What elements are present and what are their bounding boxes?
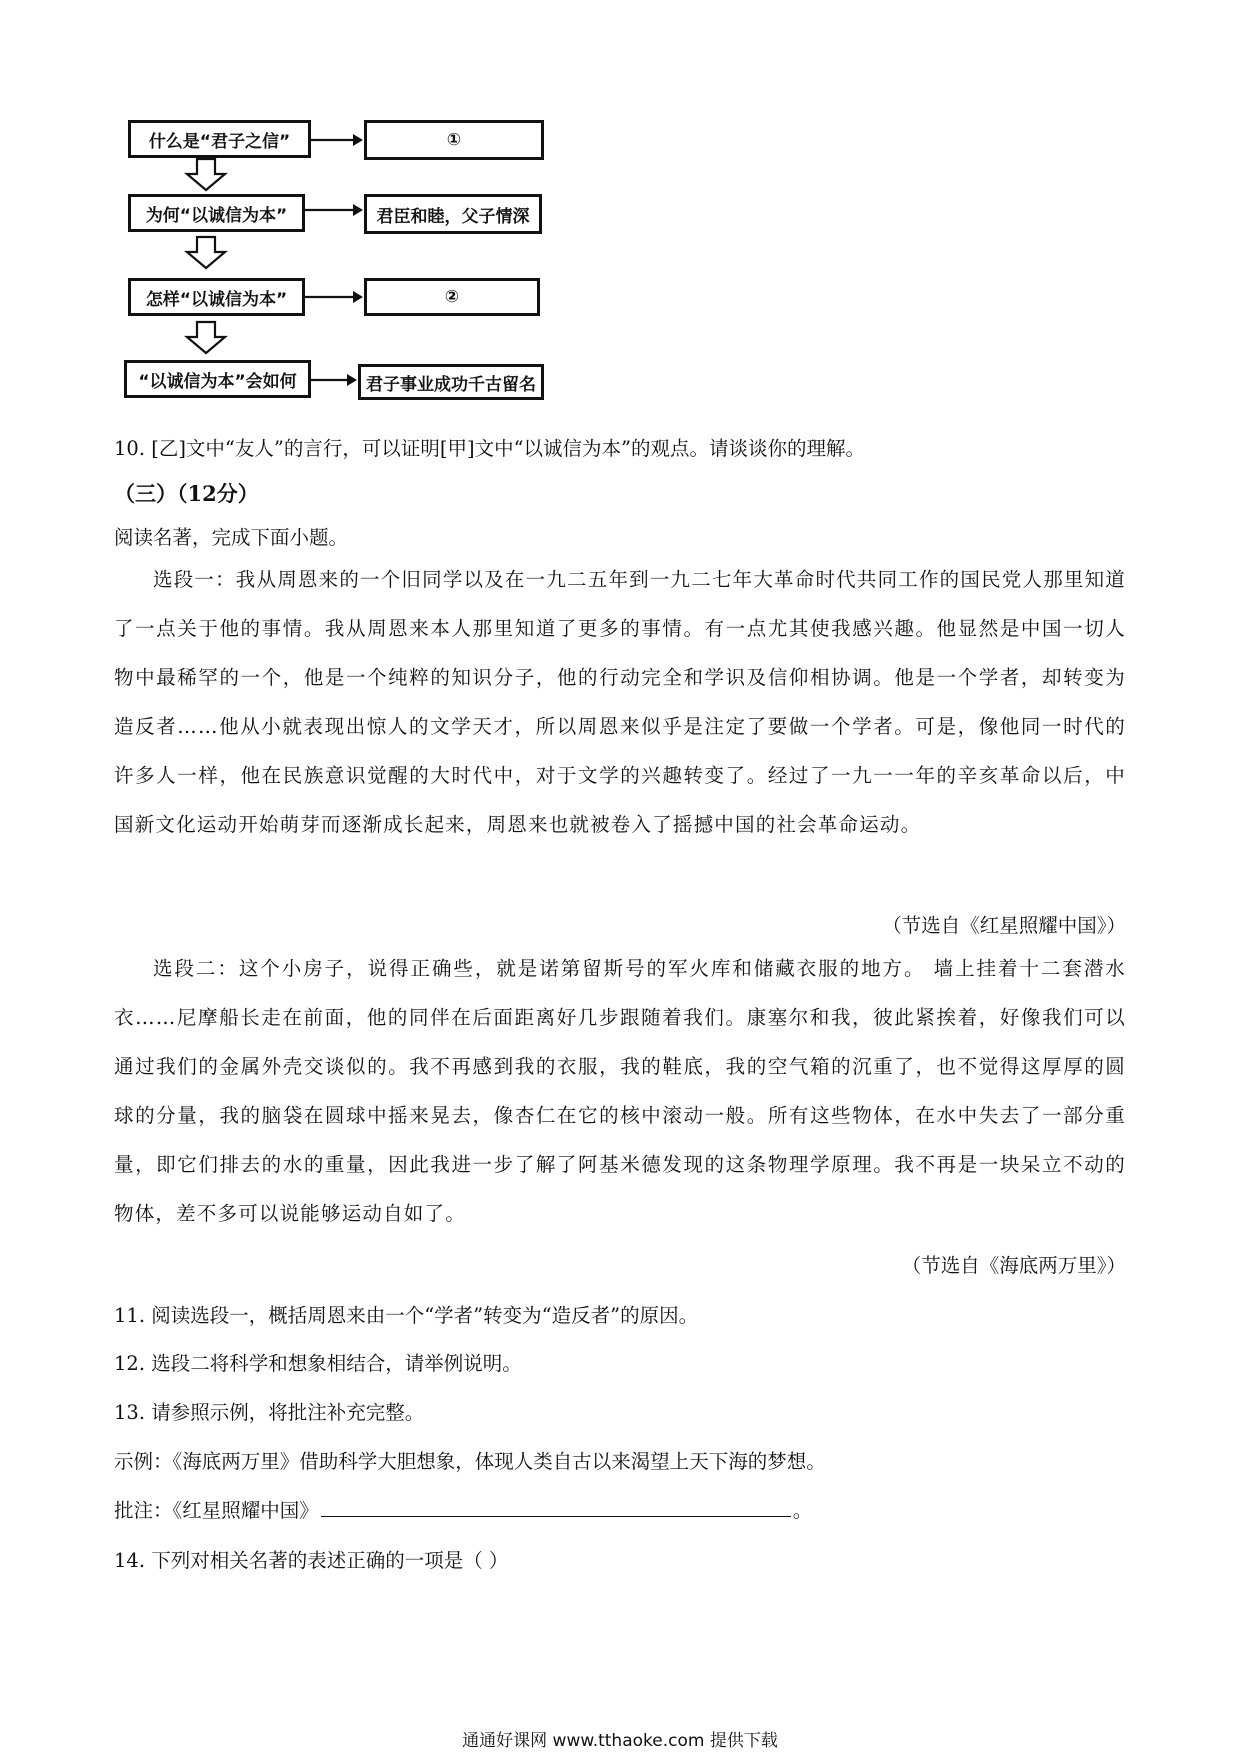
section-heading: （三）（12分） xyxy=(114,481,259,506)
flow-box-why: 为何“以诚信为本” xyxy=(128,194,305,232)
page-footer: 通通好课网 www.tthaoke.com 提供下载 xyxy=(462,1731,778,1751)
flow-answer-result: 君子事业成功千古留名 xyxy=(358,364,544,400)
flow-box-how: 怎样“以诚信为本” xyxy=(128,278,305,316)
flow-answer-blank-2: ② xyxy=(364,278,540,316)
section-intro: 阅读名著，完成下面小题。 xyxy=(114,526,349,549)
question-11: 11. 阅读选段一，概括周恩来由一个“学者”转变为“造反者”的原因。 xyxy=(114,1304,699,1327)
excerpt-one: 选段一：我从周恩来的一个旧同学以及在一九二五年到一九二七年大革命时代共同工作的国民党人那里知道了一点关于他的事情。我从周恩来本人那里知道了更多的事情。有一点尤其使我感兴趣。他显然是中国一切人物中最稀罕的一个，他是一个纯粹的知识分子，他的行动完全和学识及信仰相协调。他是一个学者，却转变为造反者……他从小就表现出惊人的文学天才，所以周恩来似乎是注定了要做一个学者。可是，像他同一时代的许多人一样，他在民族意识觉醒的大时代中，对于文学的兴趣转变了。经过了一九一一年的辛亥革命以后，中国新文化运动开始萌芽而逐渐成长起来，周恩来也就被卷入了摇撼中国的社会革命运动。 xyxy=(114,568,1126,836)
annotation-line xyxy=(114,1495,812,1523)
excerpt-two-source: （节选自《海底两万里》） xyxy=(901,1254,1126,1277)
excerpt-one-source: （节选自《红星照耀中国》） xyxy=(882,914,1126,937)
question-10: 10. [乙]文中“友人”的言行，可以证明[甲]文中“以诚信为本”的观点。请谈谈你的理解。 xyxy=(114,437,866,460)
flow-box-result: “以诚信为本”会如何 xyxy=(124,360,311,398)
annotation-example: 示例：《海底两万里》借助科学大胆想象，体现人类自古以来渴望上天下海的梦想。 xyxy=(114,1450,826,1473)
question-13: 13. 请参照示例，将批注补充完整。 xyxy=(114,1401,425,1424)
excerpt-two: 选段二：这个小房子，说得正确些，就是诺第留斯号的军火库和储藏衣服的地方。 墙上挂着十二套潜水衣……尼摩船长走在前面，他的同伴在后面距离好几步跟随着我们。康塞尔和我，彼此紧挨着，好像我们可以通过我们的金属外壳交谈似的。我不再感到我的衣服，我的鞋底，我的空气箱的沉重了，也不觉得这厚厚的圆球的分量，我的脑袋在圆球中摇来晃去，像杏仁在它的核中滚动一般。所有这些物体，在水中失去了一部分重量，即它们排去的水的重量，因此我进一步了解了阿基米德发现的这条物理学原理。我不再是一块呆立不动的物体，差不多可以说能够运动自如了。 xyxy=(114,957,1126,1225)
flow-box-what: 什么是“君子之信” xyxy=(128,120,311,158)
flow-answer-blank-1: ① xyxy=(364,120,544,160)
annotation-prefix: 批注：《红星照耀中国》 xyxy=(114,1499,319,1522)
annotation-suffix: 。 xyxy=(792,1499,813,1522)
question-12: 12. 选段二将科学和想象相结合，请举例说明。 xyxy=(114,1352,522,1375)
annotation-answer-blank[interactable] xyxy=(321,1498,791,1517)
flow-answer-why: 君臣和睦，父子情深 xyxy=(364,194,542,234)
question-14: 14. 下列对相关名著的表述正确的一项是（ ） xyxy=(114,1549,509,1572)
